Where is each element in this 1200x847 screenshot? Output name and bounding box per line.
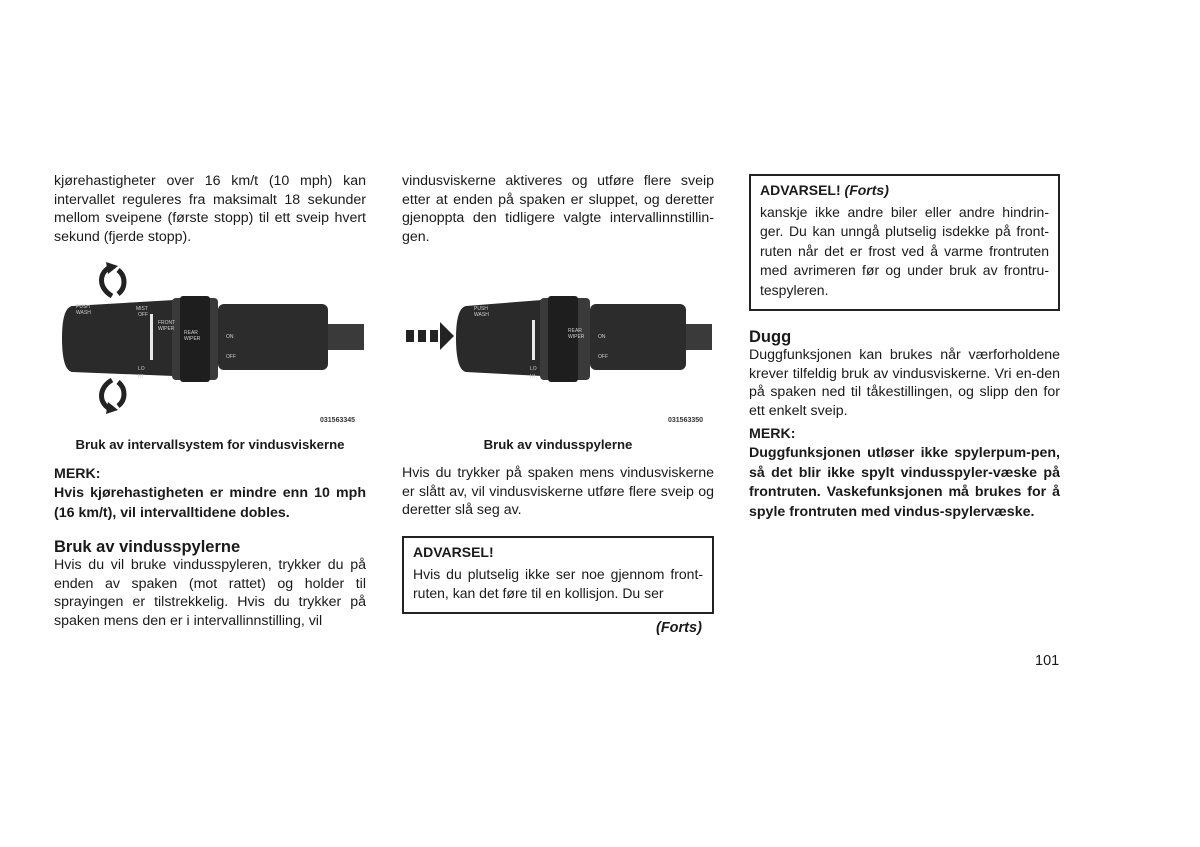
page-number: 101 [1035,653,1060,669]
col1-paragraph-1: kjørehastigheter over 16 km/t (10 mph) kan intervallet reguleres fra maksimalt 18 sekunder mellom sveipene (første stopp) til ett sveip hvert sekund (fjerde stopp). [54,173,366,245]
on-label: ON [226,334,234,340]
continued-label: (Forts) [656,620,702,636]
push-label: PUSH [76,304,90,310]
figure-washer [402,258,714,428]
off-label-3: OFF [598,354,608,360]
wash-label: WASH [76,310,91,316]
on-label-2: ON [598,334,606,340]
warning-text-1: Hvis du plutselig ikke ser noe gjennom front-ruten, kan det føre til en kollisjon. Du ser [413,566,703,602]
note-text-2: Duggfunksjonen utløser ikke spylerpum-pen, så det blir ikke spylt vindusspyler-væske på frontruten. Vaskefunksjonen må brukes for å spyle frontruten med vindus-spylervæske. [749,445,1060,520]
warning-title-1: ADVARSEL! [413,544,494,560]
rear-label: REAR [184,330,198,336]
col2-paragraph-1: vindusviskerne aktiveres og utføre flere sveip etter at enden på spaken er sluppet, og deretter gjenoppta den tidligere valgte intervallinnstillin-gen. [402,173,714,245]
hi-label-2: HI [530,374,535,380]
figure-code-1: 031563345 [320,417,356,424]
note-title-2: MERK: [749,426,796,442]
col2-paragraph-2: Hvis du trykker på spaken mens vindusviskerne er slått av, vil vindusviskerne utføre flere sveip og deretter slå seg av. [402,465,714,519]
wiper-stalk-illustration-2 [402,258,714,428]
off-label-2: OFF [226,354,236,360]
warning-text-2: kanskje ikke andre biler eller andre hindrin-ger. Du kan unngå plutselig isdekke på front-ruten når det er frost ved å varme frontruten med avrimeren før og under bruk av frontru-tespyleren. [760,204,1049,298]
note-title-1: MERK: [54,466,101,482]
rear-wiper-label-2: WIPER [568,334,585,340]
col3-paragraph-1: Duggfunksjonen kan brukes når værforholdene krever tilfeldig bruk av vindusviskerne. Vri en-den på spaken ned til tåkestillingen, og slipp den for ett enkelt sveip. [749,347,1060,419]
hi-label: HI [138,374,143,380]
figure-caption-2: Bruk av vindusspylerne [483,437,633,452]
rear-label-2: REAR [568,328,582,334]
figure-caption-1: Bruk av intervallsystem for vindusviskerne [75,437,345,452]
warning-box-2 [749,174,1060,311]
mist-label: MIST [136,306,148,312]
rear-wiper-label: WIPER [184,336,201,342]
heading-mist: Dugg [749,328,792,346]
warning-box-1 [402,536,714,614]
col1-paragraph-2: Hvis du vil bruke vindusspyleren, trykker du på enden av spaken (mot rattet) og holder til sprayingen er tilstrekkelig. Hvis du trykker på spaken mens den er i intervallinnstilling, vil [54,557,366,629]
warning-title-2: ADVARSEL! (Forts) [760,182,889,198]
figure-interval-wiper [54,258,366,428]
wiper-stalk-illustration-1 [54,258,366,428]
note-text-1: Hvis kjørehastigheten er mindre enn 10 mph (16 km/t), vil intervalltidene dobles. [54,485,366,521]
heading-washer: Bruk av vindusspylerne [54,538,241,556]
figure-code-2: 031563350 [668,417,704,424]
wiper-label: WIPER [158,326,175,332]
warning-continued: (Forts) [844,182,889,198]
push-arrow-icon [406,322,454,350]
rotate-up-arrow-icon [102,262,125,296]
front-label: FRONT [158,320,176,326]
wash-label-2: WASH [474,312,489,318]
lo-label: LO [138,366,145,372]
push-label-2: PUSH [474,306,488,312]
lo-label-2: LO [530,366,537,372]
off-label: OFF [138,312,148,318]
rotate-down-arrow-icon [102,380,125,414]
